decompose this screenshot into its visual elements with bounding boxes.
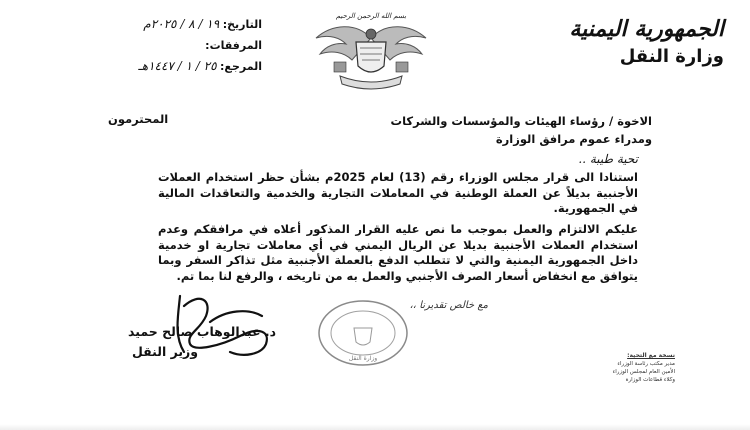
signatory-title: وزير النقل [132,344,199,359]
copies-heading: نسخة مع التحية: [627,352,675,359]
reference-label: المرجع: [220,60,262,73]
letter-meta [52,14,262,77]
reference-value: ٢٥ / ١ / ١٤٤٧هـ [138,59,217,73]
letterhead-right [569,16,724,67]
date-value: ١٩ / ٨ / ٢٠٢٥م [143,17,220,31]
addressee-block [391,112,652,148]
signatory-name: د. عبدالوهاب صالح حميد [128,324,277,339]
reference-row [52,56,262,77]
copy-item: الأمين العام لمجلس الوزراء [612,369,675,375]
yemen-emblem-icon [296,8,446,94]
ministry-name: وزارة النقل [619,46,724,67]
emblem-basmala: بسم الله الرحمن الرحيم [335,12,407,20]
addressee-line-2: ومدراء عموم مرافق الوزارة [495,132,652,146]
body-paragraph-2 [158,222,638,284]
copy-item: مدير مكتب رئاسة الوزراء [617,361,675,367]
copies-list [540,352,675,384]
paragraph-1-text: استنادا الى قرار مجلس الوزراء رقم (13) لعام 2025م بشأن حظر استخدام العملات الأجنبية بديلاً عن العملة الوطنية في المعاملات التجارية والخدمية والتعاقدات المالية في الجمهورية. [158,170,638,215]
ministry-seal-icon [316,298,410,368]
greeting: تحية طيبة .. [578,152,638,166]
bottom-edge [0,424,750,430]
date-row [52,14,262,35]
government-name: الجمهورية اليمنية [569,16,724,42]
honorific: المحترمون [108,112,169,126]
date-label: التاريخ: [222,18,262,31]
attachments-label: المرفقات: [205,39,262,52]
addressee-line-1: الاخوة / رؤساء الهيئات والمؤسسات والشركات [390,114,652,128]
paragraph-2-text: عليكم الالتزام والعمل بموجب ما نص عليه القرار المذكور أعلاه في مرافقكم وعدم استخدام العملات الأجنبية بديلا عن الريال اليمني في أي معاملات تجارية او خدمية داخل الجمهورية اليمنية والتي لا تتطلب الدفع بالعملة الأجنبية مثل تذاكر السفر وبما يتوافق مع انخفاض أسعار الصرف الأجنبي والعمل به من تاريخه ، والرفع لنا بما تم. [158,222,638,283]
body-paragraph-1 [158,170,638,217]
copy-item: وكلاء قطاعات الوزارة [625,377,675,383]
attachments-row [52,35,262,56]
seal-text: وزارة النقل [348,355,378,362]
closing-regards: مع خالص تقديرنا ،، [409,300,488,311]
